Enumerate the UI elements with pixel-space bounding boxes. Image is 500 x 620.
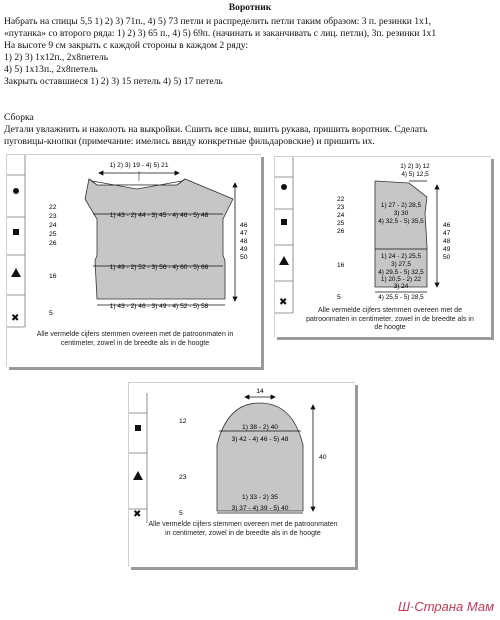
front-bottom-label: 1) 20,5 - 2) 22 — [380, 276, 422, 283]
sleeve-bottom-width-label: 3) 37 - 4) 39 - 5) 40 — [231, 505, 289, 512]
front-left-num: 24 — [337, 212, 345, 219]
back-right-num: 49 — [240, 246, 248, 253]
sleeve-top-width-label: 3) 42 - 4) 46 - 5) 48 — [231, 436, 289, 443]
front-chest-label: 1) 27 - 2) 28,5 — [380, 202, 422, 209]
front-right-num: 47 — [443, 230, 451, 237]
front-mid-label: 4) 29,5 - 5) 32,5 — [378, 269, 424, 276]
sleeve-left-num: 23 — [179, 474, 187, 481]
assembly-line-2: пуговицы-кнопки (примечание: имелись ввиду конкретные фильдаровские) и пришить их. — [4, 136, 375, 147]
front-pattern-panel — [274, 156, 491, 337]
front-bottom-label: 3) 24 — [393, 283, 409, 290]
front-chest-label: 4) 32,5 - 5) 35,5 — [378, 218, 424, 225]
front-right-num: 49 — [443, 246, 451, 253]
back-left-num: 16 — [49, 273, 57, 280]
front-bottom-label: 4) 25,5 - 5) 28,5 — [378, 294, 424, 301]
circle-icon — [281, 184, 287, 190]
back-left-num: 5 — [49, 310, 53, 317]
back-pattern-panel — [6, 154, 261, 367]
square-icon — [281, 219, 287, 225]
square-icon — [13, 229, 19, 235]
back-left-num: 26 — [49, 240, 57, 247]
back-right-num: 46 — [240, 222, 248, 229]
front-left-num: 26 — [337, 228, 345, 235]
triangle-icon — [11, 268, 21, 277]
sleeve-top-label: 14 — [256, 388, 264, 395]
back-right-num: 47 — [240, 230, 248, 237]
assembly-title: Сборка — [4, 112, 34, 123]
sleeve-pattern-diagram — [129, 383, 355, 567]
assembly-line-1: Детали увлажнить и наколоть на выкройки. Сшить все швы, вшить рукава, пришить воротник. Сделать — [4, 124, 428, 135]
sleeve-caption: Alle vermelde cijfers stemmen overeen met de patroonmaten in centimeter, zowel in de breedte als in de hoogte — [148, 521, 338, 537]
front-left-num: 23 — [337, 204, 345, 211]
front-right-num: 48 — [443, 238, 451, 245]
back-neck-label: 1) 2) 3) 19 - 4) 5) 21 — [109, 162, 169, 169]
sleeve-pattern-panel — [128, 382, 355, 567]
back-left-num: 23 — [49, 213, 57, 220]
sleeve-bottom-width-label: 1) 33 - 2) 35 — [242, 494, 278, 501]
sleeve-top-width-label: 1) 38 - 2) 40 — [242, 424, 278, 431]
text-line-4: 1) 2) 3) 1х12п., 2х8петель — [4, 52, 109, 63]
text-line-3: На высоте 9 см закрыть с каждой стороны в каждом 2 ряду: — [4, 40, 249, 51]
back-caption: Alle vermelde cijfers stemmen overeen met de patroonmaten in centimeter, zowel in de breedte als in de hoogte — [36, 331, 234, 347]
sleeve-right-num: 40 — [319, 454, 327, 461]
text-line-1: Набрать на спицы 5,5 1) 2) 3) 71п., 4) 5) 73 петли и распределить петли таким образом: 3 п. резинки 1х1, — [4, 16, 432, 27]
triangle-icon — [133, 471, 143, 480]
back-right-num: 50 — [240, 254, 248, 261]
front-right-num: 50 — [443, 254, 451, 261]
watermark-logo: Ш·Страна Мам — [398, 599, 494, 614]
back-left-num: 22 — [49, 204, 57, 211]
front-mid-label: 1) 24 - 2) 25,5 — [380, 253, 422, 260]
front-left-num: 5 — [337, 294, 341, 301]
front-mid-label: 3) 27,5 — [391, 261, 411, 268]
triangle-icon — [279, 256, 289, 265]
page-title: Воротник — [228, 2, 272, 13]
front-neck-label: 4) 5) 12,5 — [401, 171, 429, 178]
text-line-6: Закрыть оставшиеся 1) 2) 3) 15 петель 4) 5) 17 петель — [4, 76, 223, 87]
back-left-num: 24 — [49, 222, 57, 229]
text-line-5: 4) 5) 1х13п., 2х8петель — [4, 64, 98, 75]
front-left-num: 22 — [337, 196, 345, 203]
cross-icon: ✖ — [11, 313, 20, 324]
front-neck-label: 1) 2) 3) 12 — [400, 163, 430, 170]
back-chest-label: 1) 43 - 2) 44 - 3) 45 - 4) 46 - 5) 48 — [109, 212, 209, 219]
front-chest-label: 3) 30 — [393, 210, 409, 217]
square-icon — [135, 425, 141, 431]
back-bottom-label: 1) 43 - 2) 46 - 3) 49 - 4) 52 - 5) 58 — [109, 303, 209, 310]
text-line-2: «путанка» со второго ряда: 1) 2) 3) 65 п., 4) 5) 69п. (начинать и заканчивать с лиц. петли), 3п. резинки 1х1 — [4, 28, 437, 39]
front-right-num: 46 — [443, 222, 451, 229]
front-left-num: 16 — [337, 262, 345, 269]
back-mid-label: 1) 49 - 2) 52 - 3) 56 - 4) 60 - 5) 66 — [109, 264, 209, 271]
back-left-num: 25 — [49, 231, 57, 238]
cross-icon: ✖ — [279, 297, 288, 308]
sleeve-left-num: 12 — [179, 418, 187, 425]
cross-icon: ✖ — [133, 509, 142, 520]
sleeve-left-num: 5 — [179, 510, 183, 517]
circle-icon — [13, 188, 19, 194]
front-left-num: 25 — [337, 220, 345, 227]
front-caption: Alle vermelde cijfers stemmen overeen met de patroonmaten in centimeter, zowel in de breedte als in de hoogte — [306, 307, 474, 331]
back-right-num: 48 — [240, 238, 248, 245]
